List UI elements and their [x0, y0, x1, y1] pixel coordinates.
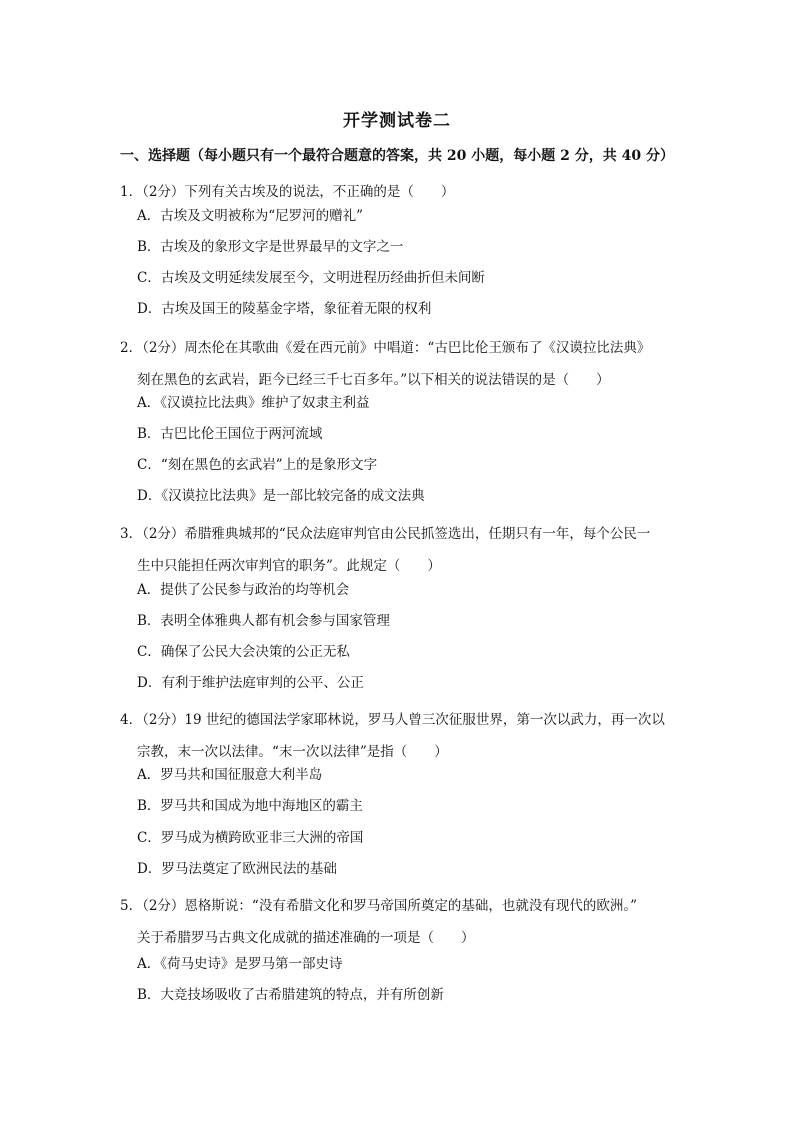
answer-option: C．古埃及文明延续发展至今，文明进程历经曲折但未间断: [137, 270, 485, 286]
answer-option: A．《汉谟拉比法典》维护了奴隶主利益: [137, 395, 370, 411]
answer-option: D．古埃及国王的陵墓金字塔，象征着无限的权利: [137, 301, 432, 317]
answer-option: A．罗马共和国征服意大利半岛: [137, 767, 323, 783]
question-text-line: 3．（2分）希腊雅典城邦的“民众法庭审判官由公民抓签选出，任期只有一年，每个公民一: [120, 526, 651, 542]
answer-option: B．古埃及的象形文字是世界最早的文字之一: [137, 239, 404, 255]
question-text-line: 5．（2分）恩格斯说：“没有希腊文化和罗马帝国所奠定的基础，也就没有现代的欧洲。”: [120, 898, 637, 914]
question-stem: [120, 176, 680, 208]
question-text-line: 1．（2分）下列有关古埃及的说法，不正确的是（ ）: [120, 184, 455, 200]
answer-option: C．“刻在黑色的玄武岩”上的是象形文字: [137, 457, 378, 473]
section-heading: 一、选择题（每小题只有一个最符合题意的答案，共 20 小题，每小题 2 分，共 40 分）: [120, 148, 674, 164]
answer-option: B．罗马共和国成为地中海地区的霸主: [137, 798, 363, 814]
answer-option: A．提供了公民参与政治的均等机会: [137, 582, 350, 598]
question-text-line: 生中只能担任两次审判官的职务”。此规定（ ）: [137, 558, 441, 574]
answer-option: D．《汉谟拉比法典》是一部比较完备的成文法典: [137, 488, 425, 504]
answer-option: A．古埃及文明被称为“尼罗河的赠礼”: [137, 208, 364, 224]
answer-option: C．罗马成为横跨欧亚非三大洲的帝国: [137, 830, 364, 846]
answer-option: D．有利于维护法庭审判的公平、公正: [137, 675, 364, 691]
question-stem: [120, 332, 680, 396]
question-text-line: 宗教，末一次以法律。“末一次以法律”是指（ ）: [137, 744, 448, 760]
answer-option: D．罗马法奠定了欧洲民法的基础: [137, 861, 337, 877]
answer-option: B．大竞技场吸收了古希腊建筑的特点，并有所创新: [137, 987, 444, 1003]
answer-option: B．表明全体雅典人都有机会参与国家管理: [137, 613, 390, 629]
answer-option: C．确保了公民大会决策的公正无私: [137, 644, 350, 660]
question-text-line: 刻在黑色的玄武岩，距今已经三千七百多年。”以下相关的说法错误的是（ ）: [137, 372, 610, 388]
question-text-line: 4．（2分）19 世纪的德国法学家耶林说，罗马人曾三次征服世界，第一次以武力，再一次以: [120, 712, 665, 728]
page-title: 开学测试卷二: [343, 111, 451, 131]
question-stem: [120, 518, 680, 582]
question-stem: [120, 890, 680, 954]
answer-option: B．古巴比伦王国位于两河流域: [137, 426, 323, 442]
question-text-line: 2．（2分）周杰伦在其歌曲《爱在西元前》中唱道：“古巴比伦王颁布了《汉谟拉比法典》: [120, 340, 651, 356]
question-text-line: 关于希腊罗马古典文化成就的描述准确的一项是（ ）: [137, 930, 475, 946]
answer-option: A．《荷马史诗》是罗马第一部史诗: [137, 956, 343, 972]
question-stem: [120, 704, 680, 768]
